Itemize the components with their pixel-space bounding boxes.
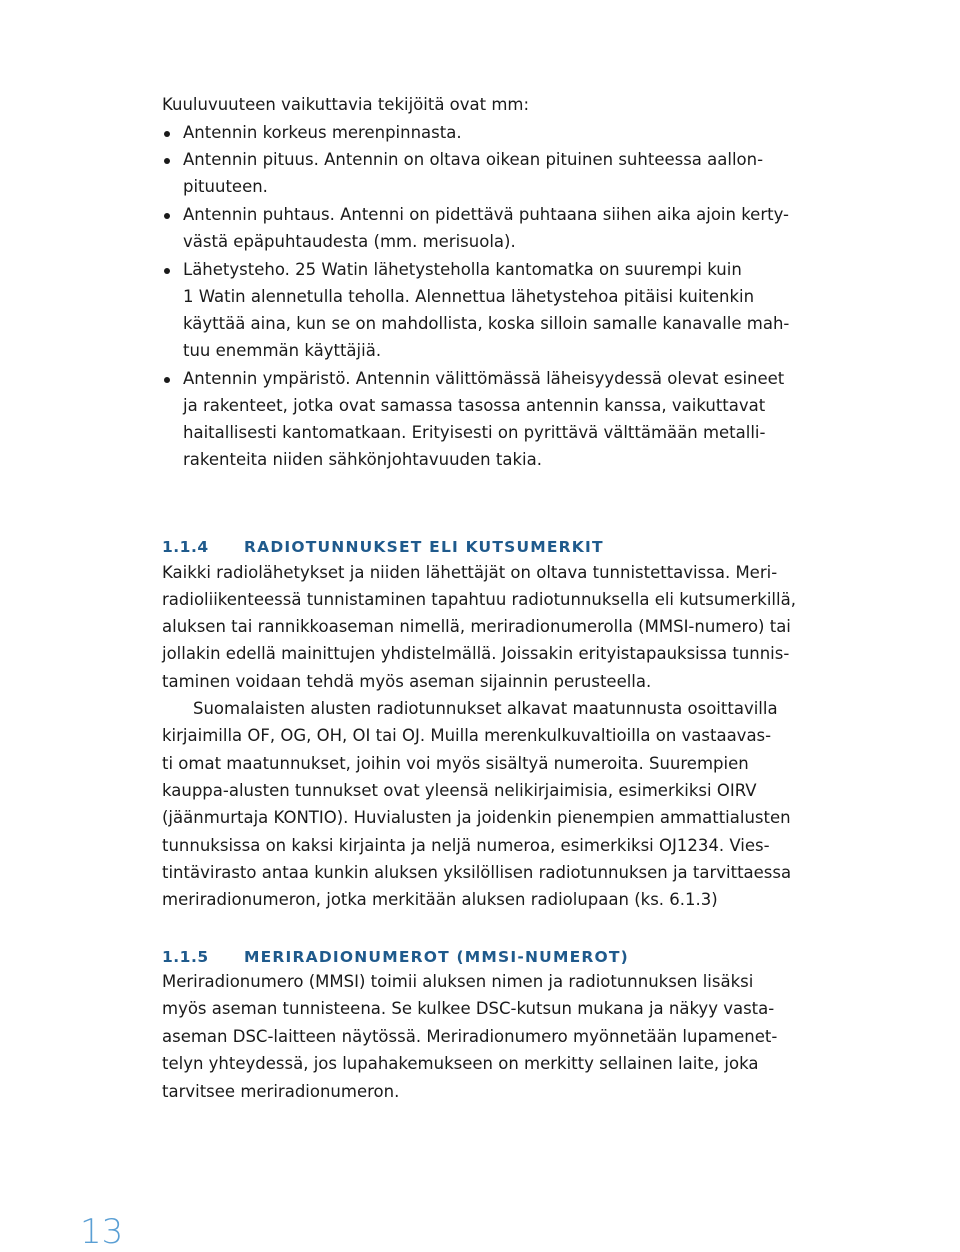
bullet-text: västä epäpuhtaudesta (mm. merisuola). <box>183 232 516 251</box>
bullet-text: tuu enemmän käyttäjiä. <box>183 341 382 360</box>
paragraph-line: tintävirasto antaa kunkin aluksen yksilöllisen radiotunnuksen ja tarvittaessa <box>162 863 792 882</box>
bullet-marker <box>164 213 170 219</box>
bullet-marker <box>164 268 170 274</box>
paragraph-line: Kaikki radiolähetykset ja niiden lähettäjät on oltava tunnistettavissa. Meri- <box>162 563 778 582</box>
bullet-text: Antennin puhtaus. Antenni on pidettävä puhtaana siihen aika ajoin kerty- <box>183 205 790 224</box>
paragraph-line: (jäänmurtaja KONTIO). Huvialusten ja joidenkin pienempien ammattialusten <box>162 808 791 827</box>
bullet-text: haitallisesti kantomatkaan. Erityisesti on pyrittävä välttämään metalli- <box>183 423 766 442</box>
paragraph-line: aseman DSC-laitteen näytössä. Meriradionumero myönnetään lupamenet- <box>162 1027 778 1046</box>
paragraph-line: Meriradionumero (MMSI) toimii aluksen nimen ja radiotunnuksen lisäksi <box>162 972 754 991</box>
paragraph-line: ti omat maatunnukset, joihin voi myös sisältyä numeroita. Suurempien <box>162 754 749 773</box>
paragraph-line: tunnuksissa on kaksi kirjainta ja neljä numeroa, esimerkiksi OJ1234. Vies- <box>162 836 770 855</box>
paragraph-line: taminen voidaan tehdä myös aseman sijainnin perusteella. <box>162 672 652 691</box>
section-heading <box>162 948 629 966</box>
paragraph-line: aluksen tai rannikkoaseman nimellä, meriradionumerolla (MMSI-numero) tai <box>162 617 791 636</box>
paragraph-line: Suomalaisten alusten radiotunnukset alkavat maatunnusta osoittavilla <box>193 699 778 718</box>
bullet-text: Antennin korkeus merenpinnasta. <box>183 123 462 142</box>
paragraph-line: kirjaimilla OF, OG, OH, OI tai OJ. Muilla merenkulkuvaltioilla on vastaavas- <box>162 726 772 745</box>
section-title: MERIRADIONUMEROT (MMSI-NUMEROT) <box>244 948 629 966</box>
intro-text: Kuuluvuuteen vaikuttavia tekijöitä ovat mm: <box>162 95 530 114</box>
bullet-text: 1 Watin alennetulla teholla. Alennettua lähetystehoa pitäisi kuitenkin <box>183 287 755 306</box>
paragraph-line: tarvitsee meriradionumeron. <box>162 1082 400 1101</box>
bullet-text: Antennin pituus. Antennin on oltava oikean pituinen suhteessa aallon- <box>183 150 764 169</box>
page-number: 13 <box>80 1212 124 1252</box>
paragraph-line: radioliikenteessä tunnistaminen tapahtuu radiotunnuksella eli kutsumerkillä, <box>162 590 796 609</box>
paragraph-line: telyn yhteydessä, jos lupahakemukseen on merkitty sellainen laite, joka <box>162 1054 759 1073</box>
bullet-marker <box>164 158 170 164</box>
bullet-text: ja rakenteet, jotka ovat samassa tasossa antennin kanssa, vaikuttavat <box>183 396 766 415</box>
bullet-text: pituuteen. <box>183 177 268 196</box>
section-title: RADIOTUNNUKSET ELI KUTSUMERKIT <box>244 538 604 556</box>
section-number: 1.1.5 <box>162 948 209 966</box>
bullet-text: Lähetysteho. 25 Watin lähetysteholla kantomatka on suurempi kuin <box>183 260 742 279</box>
paragraph-line: myös aseman tunnisteena. Se kulkee DSC-kutsun mukana ja näkyy vasta- <box>162 999 775 1018</box>
bullet-marker <box>164 377 170 383</box>
bullet-marker <box>164 131 170 137</box>
paragraph-line: meriradionumeron, jotka merkitään aluksen radiolupaan (ks. 6.1.3) <box>162 890 718 909</box>
section-number: 1.1.4 <box>162 538 209 556</box>
section-heading <box>162 538 604 556</box>
paragraph-line: jollakin edellä mainittujen yhdistelmällä. Joissakin erityistapauksissa tunnis- <box>162 644 790 663</box>
bullet-text: Antennin ympäristö. Antennin välittömässä läheisyydessä olevat esineet <box>183 369 785 388</box>
bullet-text: rakenteita niiden sähkönjohtavuuden takia. <box>183 450 542 469</box>
bullet-text: käyttää aina, kun se on mahdollista, koska silloin samalle kanavalle mah- <box>183 314 790 333</box>
paragraph-line: kauppa-alusten tunnukset ovat yleensä nelikirjaimisia, esimerkiksi OIRV <box>162 781 757 800</box>
